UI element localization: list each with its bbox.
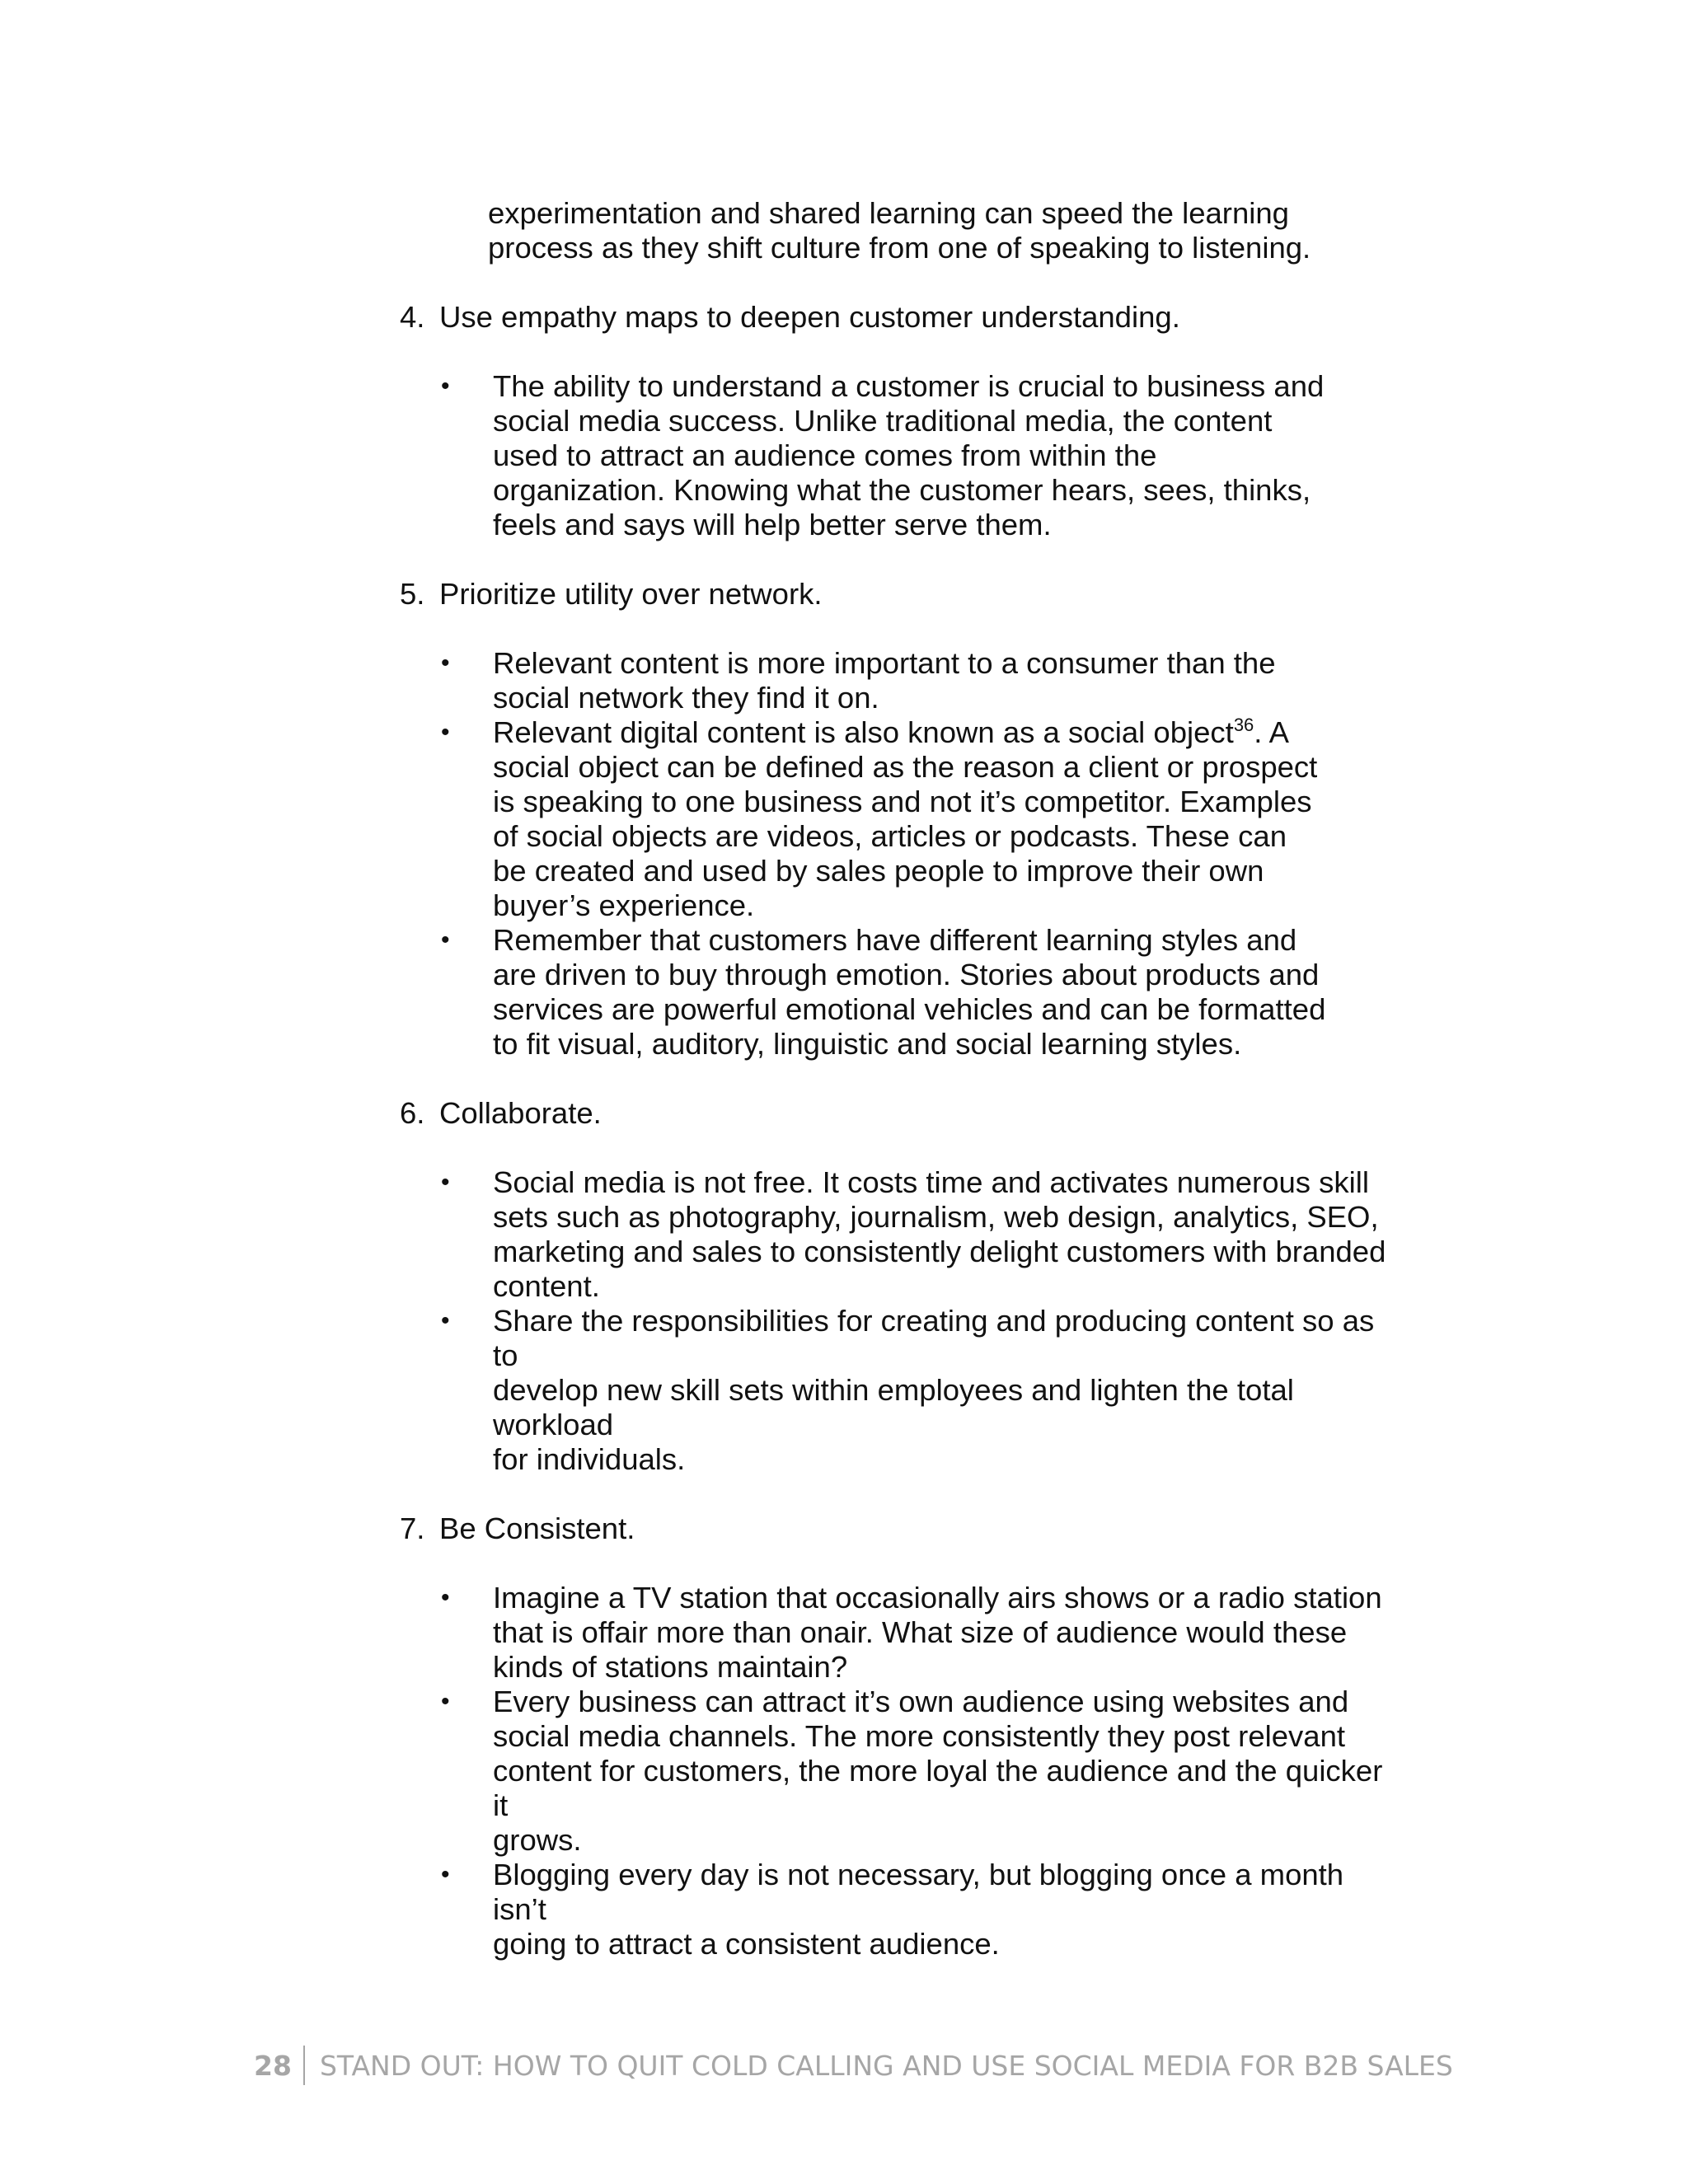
footer-divider	[303, 2046, 305, 2085]
list-section-4	[400, 300, 1463, 542]
bullet-text	[493, 1581, 1391, 1685]
bullet-icon: •	[441, 649, 450, 677]
section-number: 6.	[400, 1096, 425, 1130]
bullet-icon: •	[441, 926, 450, 954]
text-line: Relevant content is more important to a consumer than the	[493, 646, 1276, 680]
text-line: grows.	[493, 1823, 582, 1857]
section-title: Collaborate.	[439, 1096, 602, 1130]
text-line: for individuals.	[493, 1442, 686, 1476]
bullet-icon: •	[441, 1861, 450, 1888]
bullet-text	[493, 1858, 1391, 1961]
bullet-item	[400, 715, 1463, 923]
text-line: Every business can attract it’s own audience using websites and	[493, 1685, 1349, 1718]
text-line: is speaking to one business and not it’s competitor. Examples	[493, 785, 1312, 818]
bullet-icon: •	[441, 1169, 450, 1196]
section-heading	[400, 300, 1463, 335]
text-line: Social media is not free. It costs time and activates numerous skill	[493, 1165, 1370, 1199]
text-line: social network they find it on.	[493, 681, 879, 715]
text-line: be created and used by sales people to improve their own	[493, 854, 1264, 888]
footnote-reference: 36	[1233, 715, 1254, 735]
section-heading	[400, 1511, 1463, 1546]
section-title: Be Consistent.	[439, 1511, 635, 1545]
text-line: services are powerful emotional vehicles and can be formatted	[493, 992, 1326, 1026]
text-line: social object can be defined as the reason a client or prospect	[493, 750, 1318, 784]
bullet-text	[493, 923, 1391, 1062]
text-fragment: . A	[1254, 715, 1289, 749]
list-section-7	[400, 1511, 1463, 1961]
text-line: Remember that customers have different learning styles and	[493, 923, 1297, 957]
text-line: to fit visual, auditory, linguistic and social learning styles.	[493, 1027, 1242, 1061]
bullet-text	[493, 1165, 1391, 1304]
text-line: The ability to understand a customer is crucial to business and	[493, 369, 1325, 403]
text-line: are driven to buy through emotion. Stories about products and	[493, 958, 1320, 991]
section-title: Use empathy maps to deepen customer understanding.	[439, 300, 1180, 334]
text-line: marketing and sales to consistently delight customers with branded	[493, 1235, 1386, 1268]
list-section-6	[400, 1096, 1463, 1477]
section-heading	[400, 577, 1463, 612]
page-number: 28	[254, 2049, 292, 2082]
text-line: organization. Knowing what the customer hears, sees, thinks,	[493, 473, 1311, 507]
bullet-icon: •	[441, 373, 450, 400]
text-line: social media channels. The more consistently they post relevant	[493, 1719, 1346, 1753]
bullet-list	[400, 1165, 1463, 1477]
bullet-item	[400, 923, 1463, 1062]
page-footer	[254, 2042, 1453, 2088]
bullet-icon: •	[441, 719, 450, 746]
text-line: sets such as photography, journalism, web design, analytics, SEO,	[493, 1200, 1379, 1234]
bullet-text	[493, 1304, 1391, 1477]
text-line: of social objects are videos, articles or podcasts. These can	[493, 819, 1287, 853]
list-section-5	[400, 577, 1463, 1062]
text-line: Blogging every day is not necessary, but blogging once a month isn’t	[493, 1858, 1344, 1926]
section-number: 5.	[400, 577, 425, 611]
text-line: kinds of stations maintain?	[493, 1650, 848, 1684]
bullet-item	[400, 646, 1463, 715]
page-body	[400, 196, 1463, 1996]
text-line: that is offair more than onair. What size of audience would these	[493, 1615, 1348, 1649]
bullet-list	[400, 646, 1463, 1062]
text-line: experimentation and shared learning can speed the learning	[488, 196, 1289, 230]
bullet-item	[400, 1165, 1463, 1304]
running-footer-title: STAND OUT: HOW TO QUIT COLD CALLING AND USE SOCIAL MEDIA FOR B2B SALES	[319, 2049, 1453, 2082]
text-line: buyer’s experience.	[493, 888, 755, 922]
bullet-icon: •	[441, 1584, 450, 1611]
section-heading	[400, 1096, 1463, 1131]
bullet-text	[493, 369, 1391, 542]
continued-paragraph	[488, 196, 1353, 265]
text-line: content.	[493, 1269, 600, 1303]
bullet-item	[400, 1685, 1463, 1858]
text-line-with-footnote	[493, 715, 1391, 750]
section-number: 4.	[400, 300, 425, 334]
section-title: Prioritize utility over network.	[439, 577, 823, 611]
text-line: going to attract a consistent audience.	[493, 1927, 1000, 1961]
bullet-icon: •	[441, 1688, 450, 1715]
bullet-text	[493, 715, 1391, 923]
text-line: Share the responsibilities for creating and producing content so as to	[493, 1304, 1375, 1372]
bullet-list	[400, 369, 1463, 542]
bullet-list	[400, 1581, 1463, 1961]
bullet-text	[493, 646, 1391, 715]
text-line: used to attract an audience comes from within the	[493, 438, 1157, 472]
bullet-item	[400, 1858, 1463, 1961]
bullet-item	[400, 1581, 1463, 1685]
text-line: process as they shift culture from one of speaking to listening.	[488, 231, 1311, 265]
text-line: Imagine a TV station that occasionally airs shows or a radio station	[493, 1581, 1382, 1615]
text-line: content for customers, the more loyal the audience and the quicker it	[493, 1754, 1383, 1822]
text-line: develop new skill sets within employees and lighten the total workload	[493, 1373, 1294, 1441]
section-number: 7.	[400, 1511, 425, 1545]
text-line: social media success. Unlike traditional media, the content	[493, 404, 1273, 438]
bullet-icon: •	[441, 1307, 450, 1334]
bullet-item	[400, 369, 1463, 542]
text-line: feels and says will help better serve them.	[493, 508, 1052, 541]
bullet-text	[493, 1685, 1391, 1858]
text-fragment: Relevant digital content is also known as a social object	[493, 715, 1234, 749]
bullet-item	[400, 1304, 1463, 1477]
